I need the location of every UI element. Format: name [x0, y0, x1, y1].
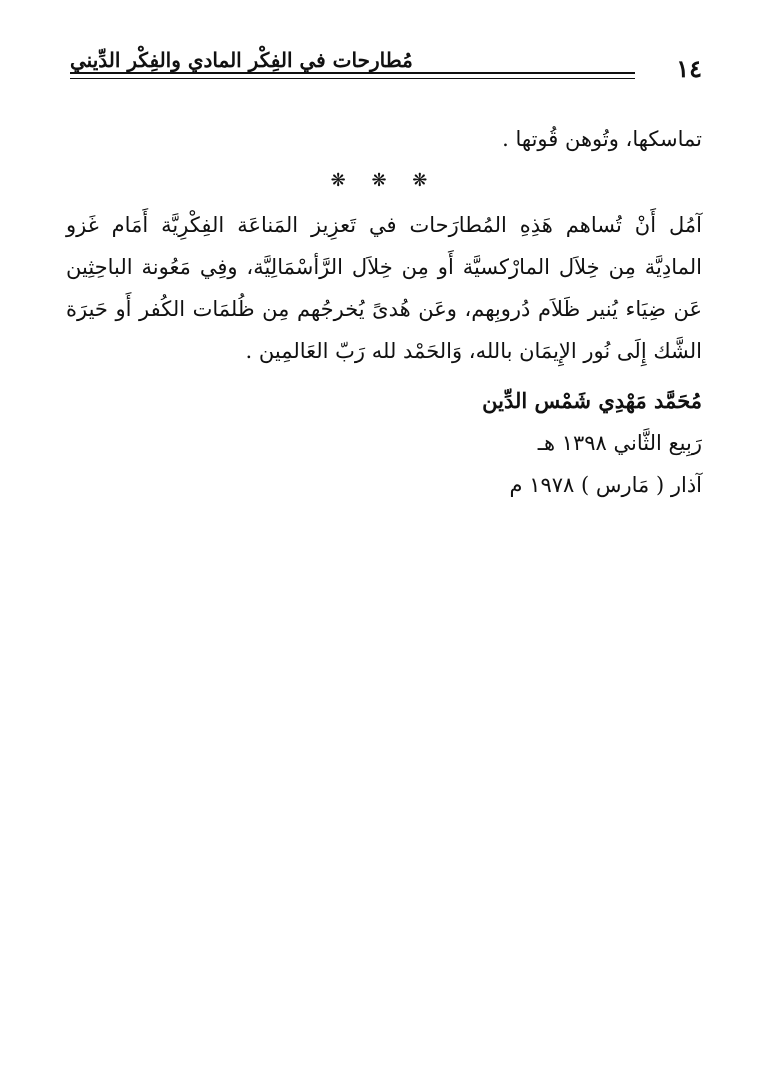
running-title: مُطارحات في الفِكْر المادي والفِكْر الدِّيني [70, 48, 413, 72]
author-name: مُحَمَّد مَهْدِي شَمْس الدِّين [482, 388, 702, 413]
header-rule-thin [70, 78, 635, 79]
page-header [70, 40, 702, 90]
section-separator: ❋ ❋ ❋ [330, 170, 438, 191]
main-paragraph: آمُل أَنْ تُساهم هَذِهِ المُطارَحات في تَعزِيز المَناعَة الفِكْرِيَّة أَمَام غَزو المادِيَّة مِن خِلاَل المارْكسيَّة أَو مِن خِلاَل الرَّأسْمَالِيَّة، وفِي مَعُونة الباحِثِين عَن ضِيَاء يُنير ظَلاَم دُروبِهم، وعَن هُدىً يُخرجُهم مِن ظُلمَات الكُفر أَو حَيرَة الشَّك إِلَى نُور الإِيمَان بالله، وَالحَمْد لله رَبّ العَالمِين . [66, 213, 702, 363]
page-number: ١٤ [676, 54, 702, 83]
page-body [66, 118, 702, 506]
closing-line: تماسكها، وتُوهن قُوتها . [502, 127, 702, 151]
gregorian-date: آذار ( مَارس ) ١٩٧٨ م [509, 473, 702, 497]
signature-block [66, 380, 702, 506]
header-rule [70, 72, 635, 79]
hijri-date: رَبِيع الثَّاني ١٣٩٨ هـ [537, 431, 702, 455]
header-rule-thick [70, 72, 635, 74]
